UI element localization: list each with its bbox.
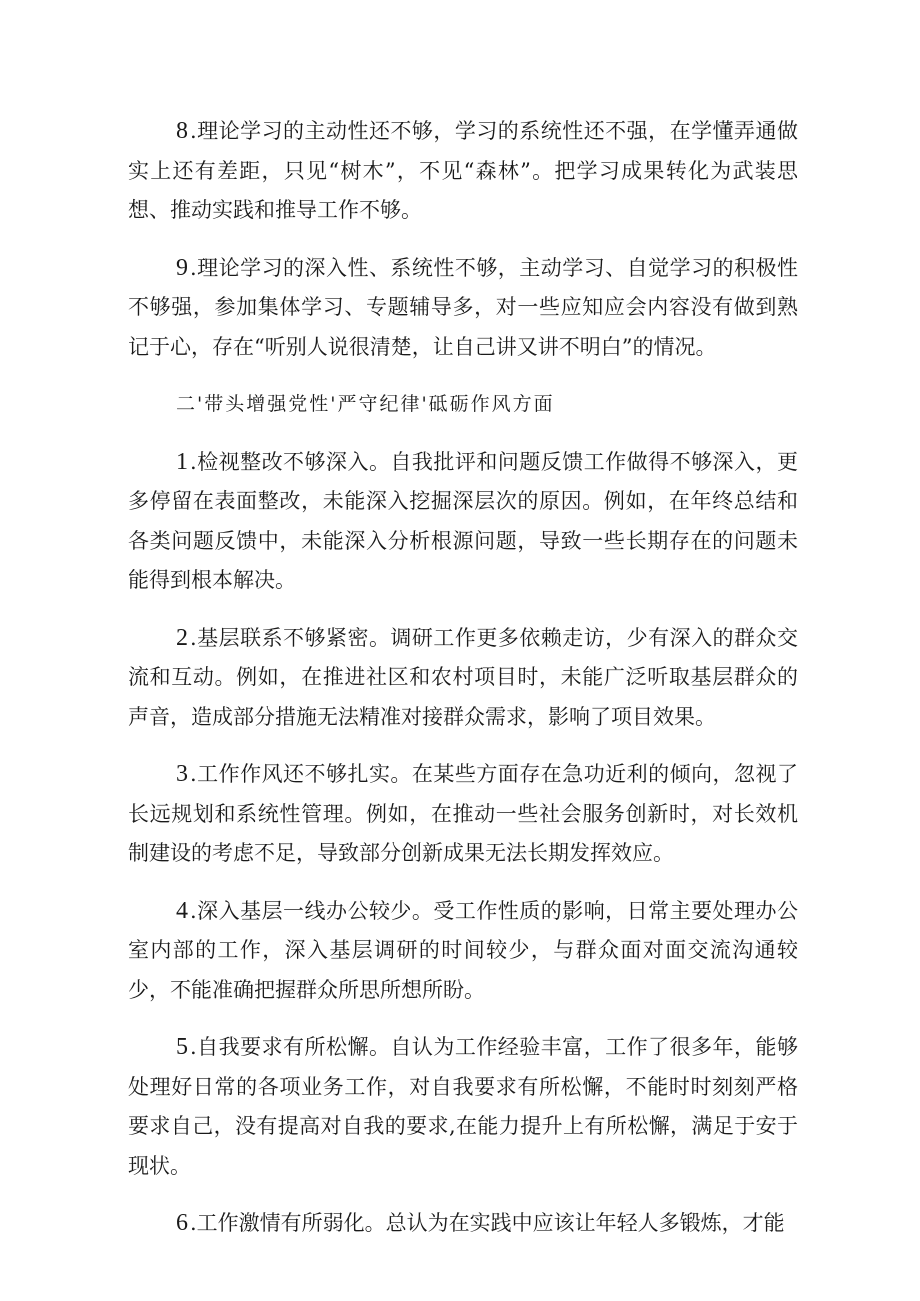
item-number: 9	[176, 254, 188, 281]
item-number: 8	[176, 118, 188, 144]
item-text: .深入基层一线办公较少。受工作性质的影响，日常主要处理办公室内部的工作，深入基层调研的时间较少，与群众面对面交流沟通较少，不能准确把握群众所思所想所盼。	[128, 898, 798, 1002]
item-number: 6	[176, 1210, 188, 1236]
list-item	[128, 249, 798, 368]
item-text: .检视整改不够深入。自我批评和问题反馈工作做得不够深入，更多停留在表面整改，未能深入挖掘深层次的原因。例如，在年终总结和各类问题反馈中，未能深入分析根源问题，导致一些长期存在的问题未能得到根本解决。	[128, 449, 798, 592]
item-number: 5	[176, 1034, 188, 1060]
item-text: .基层联系不够紧密。调研工作更多依赖走访，少有深入的群众交流和互动。例如，在推进社区和农村项目时，未能广泛听取基层群众的声音，造成部分措施无法精准对接群众需求，影响了项目效果。	[128, 625, 798, 729]
item-number: 2	[176, 624, 188, 651]
item-text: .理论学习的深入性、系统性不够，主动学习、自觉学习的积极性不够强，参加集体学习、专题辅导多，对一些应知应会内容没有做到熟记于心，存在“听别人说很清楚，让自己讲又讲不明白”的情况。	[128, 255, 798, 359]
item-text: .自我要求有所松懈。自认为工作经验丰富，工作了很多年，能够处理好日常的各项业务工作，对自我要求有所松懈，不能时时刻刻严格要求自己，没有提高对自我的要求,在能力提升上有所松懈，满足于安于现状。	[128, 1035, 798, 1178]
item-number: 1	[176, 448, 188, 475]
list-item	[128, 892, 798, 1011]
list-item	[128, 112, 798, 231]
item-text: .理论学习的主动性还不够，学习的系统性还不强，在学懂弄通做实上还有差距，只见“树木”，不见“森林”。把学习成果转化为武装思想、推动实践和推导工作不够。	[128, 119, 798, 222]
item-number: 4	[176, 897, 188, 924]
list-item	[128, 443, 798, 601]
section-heading: 二'带头增强党性'严守纪律'砥砺作风方面	[176, 393, 555, 415]
list-item	[128, 755, 798, 874]
item-text: .工作作风还不够扎实。在某些方面存在急功近利的倾向，忽视了长远规划和系统性管理。例如，在推动一些社会服务创新时，对长效机制建设的考虑不足，导致部分创新成果无法长期发挥效应。	[128, 762, 798, 865]
list-item	[128, 619, 798, 738]
document-body	[128, 112, 798, 1262]
list-item	[128, 1204, 798, 1244]
list-item	[128, 1028, 798, 1186]
item-text: .工作激情有所弱化。总认为在实践中应该让年轻人多锻炼，才能	[190, 1211, 785, 1235]
item-number: 3	[176, 761, 188, 787]
